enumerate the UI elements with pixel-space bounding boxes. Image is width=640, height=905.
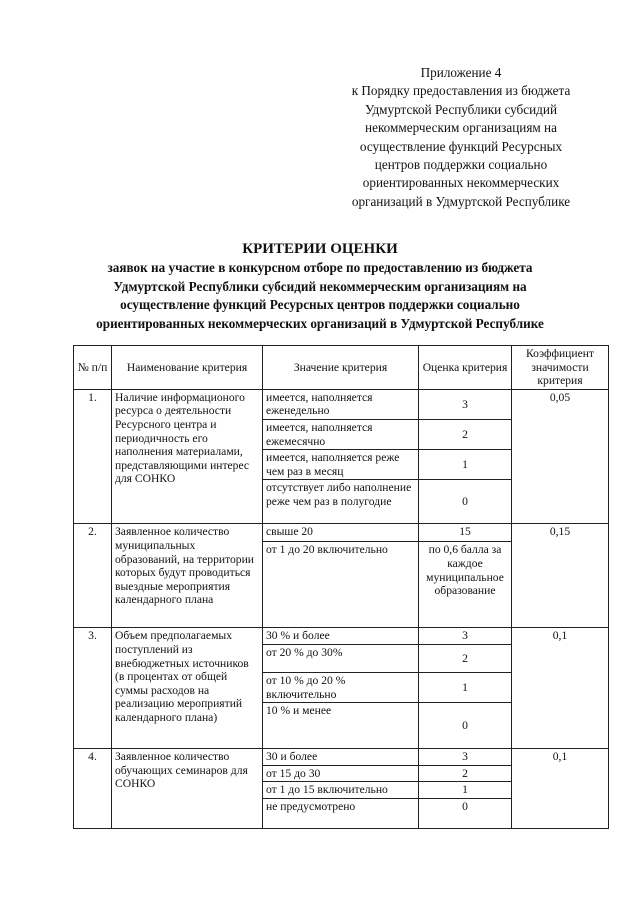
criteria-table xyxy=(73,345,609,829)
criterion-value: от 1 до 20 включительно xyxy=(263,542,419,628)
criterion-score: 1 xyxy=(419,672,512,702)
annex-line: к Порядку предоставления из бюджета xyxy=(351,83,571,99)
table-row xyxy=(74,628,609,645)
subtitle-line: осуществление функций Ресурсных центров поддержки социально xyxy=(120,297,520,312)
header-score: Оценка критерия xyxy=(419,346,512,390)
annex-block xyxy=(330,64,592,211)
header-name: Наименование критерия xyxy=(112,346,263,390)
criterion-score: 15 xyxy=(419,524,512,542)
criterion-score: 2 xyxy=(419,765,512,782)
criterion-score: 0 xyxy=(419,798,512,828)
criterion-value: от 1 до 15 включительно xyxy=(263,782,419,799)
criterion-coef: 0,1 xyxy=(512,628,609,749)
criterion-score: 0 xyxy=(419,480,512,524)
header-num: № п/п xyxy=(74,346,112,390)
criterion-coef: 0,05 xyxy=(512,389,609,524)
criterion-value: от 20 % до 30% xyxy=(263,644,419,672)
criterion-value: 30 % и более xyxy=(263,628,419,645)
annex-line: осуществление функций Ресурсных xyxy=(359,138,563,154)
subtitle-line: Удмуртской Республики субсидий некоммерческим организациям на xyxy=(113,278,527,294)
subtitle-line: заявок на участие в конкурсном отборе по предоставлению из бюджета xyxy=(107,260,533,275)
criterion-value: от 10 % до 20 % включительно xyxy=(263,672,419,702)
criterion-score: 1 xyxy=(419,450,512,480)
criterion-value: не предусмотрено xyxy=(263,798,419,828)
row-num: 2. xyxy=(74,524,112,628)
header-value: Значение критерия xyxy=(263,346,419,390)
criterion-score: по 0,6 балла за каждое муниципальное образование xyxy=(419,542,512,628)
annex-line: Приложение 4 xyxy=(420,65,502,80)
criterion-coef: 0,15 xyxy=(512,524,609,628)
table-row xyxy=(74,524,609,542)
criterion-name: Заявленное количество муниципальных образований, на территории которых будут проводиться выездные мероприятия календарного плана xyxy=(112,524,263,628)
annex-line: некоммерческим организациям на xyxy=(365,120,557,136)
criterion-coef: 0,1 xyxy=(512,749,609,829)
criterion-name: Заявленное количество обучающих семинаров для СОНКО xyxy=(112,749,263,829)
table-row xyxy=(74,389,609,419)
row-num: 3. xyxy=(74,628,112,749)
subtitle-line: ориентированных некоммерческих организаций в Удмуртской Республике xyxy=(96,315,544,331)
header-coef: Коэффициент значимости критерия xyxy=(512,346,609,390)
table-row xyxy=(74,749,609,766)
title-subtitle xyxy=(0,259,640,333)
document-title xyxy=(0,239,640,333)
row-num: 4. xyxy=(74,749,112,829)
annex-line: ориентированных некоммерческих xyxy=(362,175,560,191)
criterion-score: 1 xyxy=(419,782,512,799)
criterion-value: имеется, наполняется реже чем раз в месяц xyxy=(263,450,419,480)
criterion-score: 2 xyxy=(419,644,512,672)
criterion-score: 3 xyxy=(419,749,512,766)
criterion-score: 2 xyxy=(419,419,512,449)
criterion-name: Наличие информационого ресурса о деятельности Ресурсного центра и периодичность его наполнения материалами, представляющими интерес для СОНКО xyxy=(112,389,263,524)
criterion-score: 0 xyxy=(419,703,512,749)
title-main: КРИТЕРИИ ОЦЕНКИ xyxy=(242,241,398,257)
criterion-value: 10 % и менее xyxy=(263,703,419,749)
row-num: 1. xyxy=(74,389,112,524)
criterion-value: имеется, наполняется ежемесячно xyxy=(263,419,419,449)
criterion-value: 30 и более xyxy=(263,749,419,766)
criterion-value: свыше 20 xyxy=(263,524,419,542)
criterion-value: отсутствует либо наполнение реже чем раз в полугодие xyxy=(263,480,419,524)
table-header-row xyxy=(74,346,609,390)
annex-line: Удмуртской Республики субсидий xyxy=(364,101,557,117)
criterion-score: 3 xyxy=(419,389,512,419)
criterion-name: Объем предполагаемых поступлений из внебюджетных источников (в процентах от общей суммы расходов на реализацию мероприятий календарного плана) xyxy=(112,628,263,749)
criterion-score: 3 xyxy=(419,628,512,645)
annex-line: организаций в Удмуртской Республике xyxy=(351,193,571,209)
criterion-value: имеется, наполняется еженедельно xyxy=(263,389,419,419)
annex-line: центров поддержки социально xyxy=(374,157,548,173)
criterion-value: от 15 до 30 xyxy=(263,765,419,782)
